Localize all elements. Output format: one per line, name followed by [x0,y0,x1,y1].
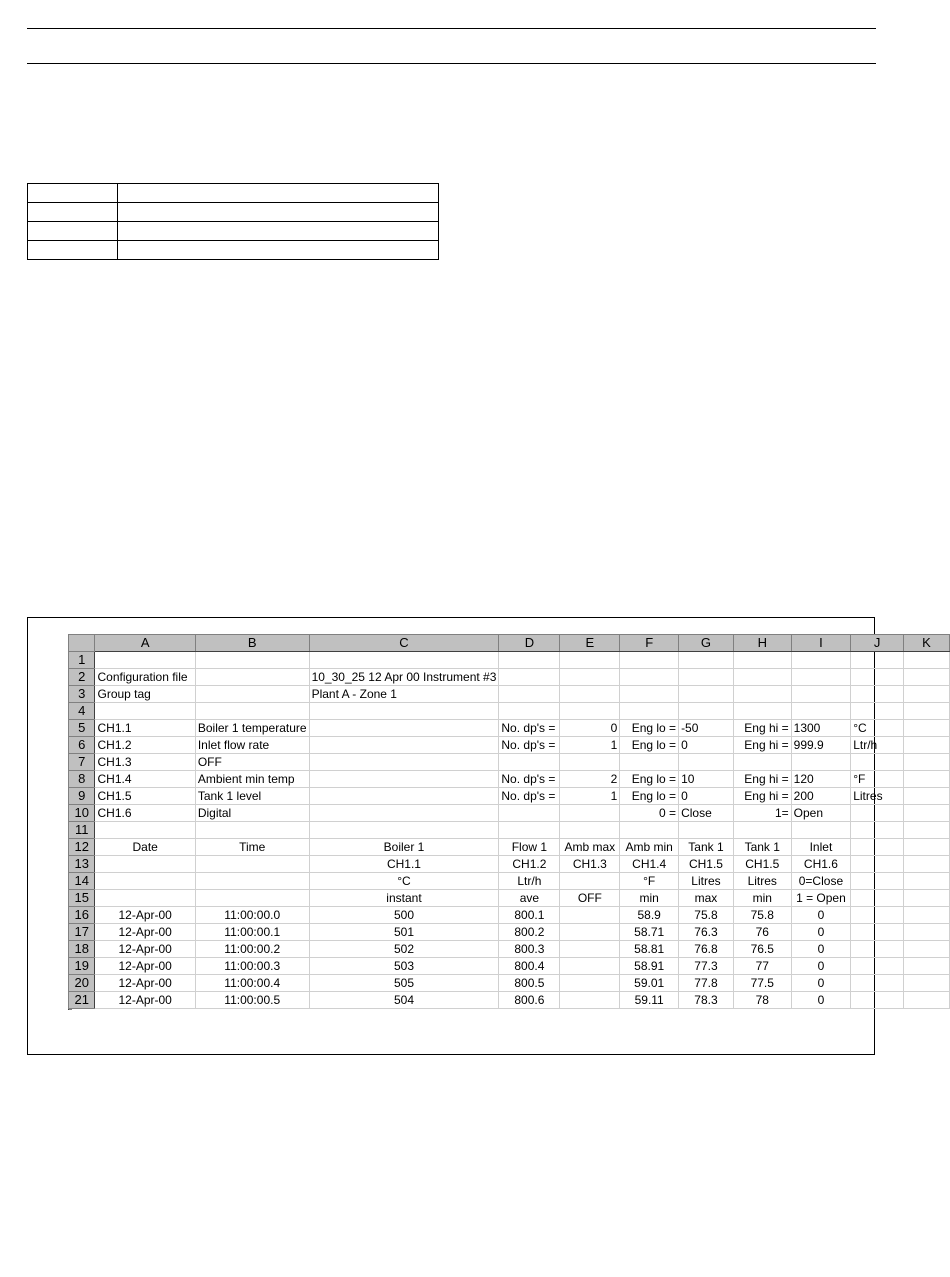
page-header-rule [27,28,876,29]
table-row [69,771,950,788]
cell-a6[interactable]: CH1.2 [95,737,195,754]
table-row [69,924,950,941]
cell-b15[interactable] [195,890,309,907]
cell-b7[interactable]: OFF [195,754,309,771]
cell-a9[interactable]: CH1.5 [95,788,195,805]
column-header-j[interactable]: J [851,635,904,652]
cell-k2[interactable] [904,669,950,686]
cell-c20[interactable]: 505 [309,975,499,992]
cell-d11[interactable] [499,822,560,839]
column-header-d[interactable]: D [499,635,560,652]
cell-j12[interactable] [851,839,904,856]
cell-a12[interactable]: Date [95,839,195,856]
table-row [28,203,439,222]
cell-d15[interactable]: ave [499,890,560,907]
cell-f16[interactable]: 58.9 [620,907,679,924]
cell-k15[interactable] [904,890,950,907]
cell-k12[interactable] [904,839,950,856]
blank-info-table [27,183,439,260]
cell-f15[interactable]: min [620,890,679,907]
cell-h12[interactable]: Tank 1 [733,839,791,856]
cell-d3[interactable] [499,686,560,703]
cell-e14[interactable] [560,873,620,890]
cell-j16[interactable] [851,907,904,924]
table-row [69,805,950,822]
cell-c2[interactable]: 10_30_25 12 Apr 00 Instrument #3 [309,669,499,686]
cell-a17[interactable]: 12-Apr-00 [95,924,195,941]
row-header-13[interactable]: 13 [69,856,95,873]
cell-d21[interactable]: 800.6 [499,992,560,1009]
table-row [69,754,950,771]
cell-f10[interactable]: 0 = [620,805,679,822]
cell-a4[interactable] [95,703,195,720]
cell-h5[interactable]: Eng hi = [733,720,791,737]
column-header-row [69,635,950,652]
cell-i17[interactable]: 0 [791,924,851,941]
cell-h3[interactable] [733,686,791,703]
cell-g21[interactable]: 78.3 [679,992,734,1009]
cell-f2[interactable] [620,669,679,686]
cell-h21[interactable]: 78 [733,992,791,1009]
cell-i19[interactable]: 0 [791,958,851,975]
table-row [69,737,950,754]
table-row [69,669,950,686]
cell-k13[interactable] [904,856,950,873]
cell-i11[interactable] [791,822,851,839]
cell-c15[interactable]: instant [309,890,499,907]
cell-h9[interactable]: Eng hi = [733,788,791,805]
cell-c13[interactable]: CH1.1 [309,856,499,873]
cell-d19[interactable]: 800.4 [499,958,560,975]
cell-j10[interactable] [851,805,904,822]
cell-k11[interactable] [904,822,950,839]
table-row [69,958,950,975]
cell-g9[interactable]: 0 [679,788,734,805]
cell-i2[interactable] [791,669,851,686]
cell-c9[interactable] [309,788,499,805]
table-row [69,975,950,992]
cell-g7[interactable] [679,754,734,771]
cell-d1[interactable] [499,652,560,669]
table-row [28,241,439,260]
cell-e11[interactable] [560,822,620,839]
cell-g10[interactable]: Close [679,805,734,822]
cell-g20[interactable]: 77.8 [679,975,734,992]
cell-e12[interactable]: Amb max [560,839,620,856]
cell-i1[interactable] [791,652,851,669]
cell-i12[interactable]: Inlet [791,839,851,856]
cell-g15[interactable]: max [679,890,734,907]
cell-e8[interactable]: 2 [560,771,620,788]
cell-a15[interactable] [95,890,195,907]
cell-a2[interactable]: Configuration file [95,669,195,686]
column-header-e[interactable]: E [560,635,620,652]
row-header-15[interactable]: 15 [69,890,95,907]
cell-h15[interactable]: min [733,890,791,907]
cell-a5[interactable]: CH1.1 [95,720,195,737]
table-row [69,992,950,1009]
cell-e3[interactable] [560,686,620,703]
cell-j8[interactable]: °F [851,771,904,788]
cell-a3[interactable]: Group tag [95,686,195,703]
cell-i4[interactable] [791,703,851,720]
table-row [69,856,950,873]
table-row [69,720,950,737]
column-header-i[interactable]: I [791,635,851,652]
cell-e7[interactable] [560,754,620,771]
page-header-rule-lower [27,63,876,64]
cell-k17[interactable] [904,924,950,941]
row-header-12[interactable]: 12 [69,839,95,856]
cell-j6[interactable]: Ltr/h [851,737,904,754]
row-header-1[interactable]: 1 [69,652,95,669]
cell-c4[interactable] [309,703,499,720]
cell-h4[interactable] [733,703,791,720]
cell-e17[interactable] [560,924,620,941]
cell-g1[interactable] [679,652,734,669]
cell-b10[interactable]: Digital [195,805,309,822]
table-row [69,890,950,907]
cell-f13[interactable]: CH1.4 [620,856,679,873]
cell-e18[interactable] [560,941,620,958]
cell-g13[interactable]: CH1.5 [679,856,734,873]
cell-b11[interactable] [195,822,309,839]
cell-b18[interactable]: 11:00:00.2 [195,941,309,958]
cell-j9[interactable]: Litres [851,788,904,805]
cell-f18[interactable]: 58.81 [620,941,679,958]
cell-j11[interactable] [851,822,904,839]
cell-f14[interactable]: °F [620,873,679,890]
cell-b1[interactable] [195,652,309,669]
cell-k21[interactable] [904,992,950,1009]
cell-h6[interactable]: Eng hi = [733,737,791,754]
cell-a20[interactable]: 12-Apr-00 [95,975,195,992]
cell-k19[interactable] [904,958,950,975]
cell-k18[interactable] [904,941,950,958]
cell-g18[interactable]: 76.8 [679,941,734,958]
row-header-16[interactable]: 16 [69,907,95,924]
cell-j2[interactable] [851,669,904,686]
cell-k6[interactable] [904,737,950,754]
column-header-f[interactable]: F [620,635,679,652]
cell-i7[interactable] [791,754,851,771]
cell-h8[interactable]: Eng hi = [733,771,791,788]
cell-c21[interactable]: 504 [309,992,499,1009]
row-header-6[interactable]: 6 [69,737,95,754]
cell-c11[interactable] [309,822,499,839]
cell-h19[interactable]: 77 [733,958,791,975]
cell-h18[interactable]: 76.5 [733,941,791,958]
cell-b6[interactable]: Inlet flow rate [195,737,309,754]
cell-d6[interactable]: No. dp's = [499,737,560,754]
cell-a13[interactable] [95,856,195,873]
cell-c3[interactable]: Plant A - Zone 1 [309,686,499,703]
cell-i10[interactable]: Open [791,805,851,822]
cell-k5[interactable] [904,720,950,737]
row-header-18[interactable]: 18 [69,941,95,958]
cell-i13[interactable]: CH1.6 [791,856,851,873]
cell-a21[interactable]: 12-Apr-00 [95,992,195,1009]
cell-e4[interactable] [560,703,620,720]
cell-c12[interactable]: Boiler 1 [309,839,499,856]
row-header-20[interactable]: 20 [69,975,95,992]
cell-c18[interactable]: 502 [309,941,499,958]
cell-e1[interactable] [560,652,620,669]
cell-f21[interactable]: 59.11 [620,992,679,1009]
cell-i6[interactable]: 999.9 [791,737,851,754]
cell-i8[interactable]: 120 [791,771,851,788]
cell-e5[interactable]: 0 [560,720,620,737]
cell-g6[interactable]: 0 [679,737,734,754]
cell-j13[interactable] [851,856,904,873]
cell-d17[interactable]: 800.2 [499,924,560,941]
row-header-2[interactable]: 2 [69,669,95,686]
column-header-g[interactable]: G [679,635,734,652]
cell-k9[interactable] [904,788,950,805]
cell-i18[interactable]: 0 [791,941,851,958]
row-header-5[interactable]: 5 [69,720,95,737]
cell-h10[interactable]: 1= [733,805,791,822]
cell-b14[interactable] [195,873,309,890]
cell-f12[interactable]: Amb min [620,839,679,856]
cell-k7[interactable] [904,754,950,771]
cell-a18[interactable]: 12-Apr-00 [95,941,195,958]
spreadsheet [68,634,950,1009]
table-row [69,686,950,703]
cell-d18[interactable]: 800.3 [499,941,560,958]
cell-h17[interactable]: 76 [733,924,791,941]
cell-j3[interactable] [851,686,904,703]
cell-f20[interactable]: 59.01 [620,975,679,992]
row-header-8[interactable]: 8 [69,771,95,788]
row-header-9[interactable]: 9 [69,788,95,805]
cell-b17[interactable]: 11:00:00.1 [195,924,309,941]
cell-e10[interactable] [560,805,620,822]
row-header-10[interactable]: 10 [69,805,95,822]
cell-f5[interactable]: Eng lo = [620,720,679,737]
cell-c6[interactable] [309,737,499,754]
cell-j20[interactable] [851,975,904,992]
cell-b3[interactable] [195,686,309,703]
cell-b21[interactable]: 11:00:00.5 [195,992,309,1009]
cell-e9[interactable]: 1 [560,788,620,805]
cell-a7[interactable]: CH1.3 [95,754,195,771]
column-header-k[interactable]: K [904,635,950,652]
column-header-b[interactable]: B [195,635,309,652]
cell-f7[interactable] [620,754,679,771]
cell-h20[interactable]: 77.5 [733,975,791,992]
cell-b2[interactable] [195,669,309,686]
cell-i21[interactable]: 0 [791,992,851,1009]
row-header-11[interactable]: 11 [69,822,95,839]
cell-k14[interactable] [904,873,950,890]
cell-g2[interactable] [679,669,734,686]
cell-b4[interactable] [195,703,309,720]
cell-i9[interactable]: 200 [791,788,851,805]
cell-f6[interactable]: Eng lo = [620,737,679,754]
cell-b9[interactable]: Tank 1 level [195,788,309,805]
cell-c5[interactable] [309,720,499,737]
cell-e20[interactable] [560,975,620,992]
cell-c10[interactable] [309,805,499,822]
cell-c7[interactable] [309,754,499,771]
cell-f4[interactable] [620,703,679,720]
cell-j17[interactable] [851,924,904,941]
cell-b8[interactable]: Ambient min temp [195,771,309,788]
cell-j5[interactable]: °C [851,720,904,737]
spreadsheet-grid [68,634,950,1009]
cell-k16[interactable] [904,907,950,924]
cell-d10[interactable] [499,805,560,822]
cell-j4[interactable] [851,703,904,720]
cell-a16[interactable]: 12-Apr-00 [95,907,195,924]
cell-j21[interactable] [851,992,904,1009]
cell-k8[interactable] [904,771,950,788]
cell-a10[interactable]: CH1.6 [95,805,195,822]
cell-d4[interactable] [499,703,560,720]
cell-k3[interactable] [904,686,950,703]
table-row [28,222,439,241]
cell-b19[interactable]: 11:00:00.3 [195,958,309,975]
cell-a19[interactable]: 12-Apr-00 [95,958,195,975]
cell-g19[interactable]: 77.3 [679,958,734,975]
cell-e16[interactable] [560,907,620,924]
cell-h13[interactable]: CH1.5 [733,856,791,873]
cell-h1[interactable] [733,652,791,669]
cell-a14[interactable] [95,873,195,890]
cell-c14[interactable]: °C [309,873,499,890]
cell-k10[interactable] [904,805,950,822]
cell-e19[interactable] [560,958,620,975]
cell-f11[interactable] [620,822,679,839]
cell-c17[interactable]: 501 [309,924,499,941]
row-header-21[interactable]: 21 [69,992,95,1009]
cell-b12[interactable]: Time [195,839,309,856]
column-header-h[interactable]: H [733,635,791,652]
cell-j15[interactable] [851,890,904,907]
cell-b20[interactable]: 11:00:00.4 [195,975,309,992]
cell-j18[interactable] [851,941,904,958]
cell-d20[interactable]: 800.5 [499,975,560,992]
table-row [69,822,950,839]
select-all-corner[interactable] [69,635,95,652]
cell-b16[interactable]: 11:00:00.0 [195,907,309,924]
cell-j1[interactable] [851,652,904,669]
cell-k1[interactable] [904,652,950,669]
cell-j7[interactable] [851,754,904,771]
cell-e6[interactable]: 1 [560,737,620,754]
table-row [69,788,950,805]
cell-i14[interactable]: 0=Close [791,873,851,890]
cell-i3[interactable] [791,686,851,703]
cell-f17[interactable]: 58.71 [620,924,679,941]
cell-g11[interactable] [679,822,734,839]
cell-f9[interactable]: Eng lo = [620,788,679,805]
cell-h14[interactable]: Litres [733,873,791,890]
cell-h11[interactable] [733,822,791,839]
cell-g3[interactable] [679,686,734,703]
row-header-3[interactable]: 3 [69,686,95,703]
table-row [69,839,950,856]
cell-d12[interactable]: Flow 1 [499,839,560,856]
cell-f8[interactable]: Eng lo = [620,771,679,788]
table-row [69,941,950,958]
cell-b5[interactable]: Boiler 1 temperature [195,720,309,737]
cell-e21[interactable] [560,992,620,1009]
cell-d9[interactable]: No. dp's = [499,788,560,805]
cell-i15[interactable]: 1 = Open [791,890,851,907]
cell-c8[interactable] [309,771,499,788]
cell-i20[interactable]: 0 [791,975,851,992]
cell-d7[interactable] [499,754,560,771]
cell-d2[interactable] [499,669,560,686]
cell-h16[interactable]: 75.8 [733,907,791,924]
cell-d13[interactable]: CH1.2 [499,856,560,873]
cell-g4[interactable] [679,703,734,720]
cell-k20[interactable] [904,975,950,992]
cell-g12[interactable]: Tank 1 [679,839,734,856]
cell-g16[interactable]: 75.8 [679,907,734,924]
row-header-19[interactable]: 19 [69,958,95,975]
cell-f1[interactable] [620,652,679,669]
table-row [69,652,950,669]
column-header-c[interactable]: C [309,635,499,652]
cell-i16[interactable]: 0 [791,907,851,924]
cell-f3[interactable] [620,686,679,703]
cell-d5[interactable]: No. dp's = [499,720,560,737]
cell-g5[interactable]: -50 [679,720,734,737]
row-header-17[interactable]: 17 [69,924,95,941]
cell-c19[interactable]: 503 [309,958,499,975]
row-header-7[interactable]: 7 [69,754,95,771]
cell-e15[interactable]: OFF [560,890,620,907]
cell-d14[interactable]: Ltr/h [499,873,560,890]
table-row [69,873,950,890]
cell-b13[interactable] [195,856,309,873]
cell-e13[interactable]: CH1.3 [560,856,620,873]
cell-g14[interactable]: Litres [679,873,734,890]
table-row [69,703,950,720]
row-header-14[interactable]: 14 [69,873,95,890]
cell-e2[interactable] [560,669,620,686]
cell-a8[interactable]: CH1.4 [95,771,195,788]
cell-h7[interactable] [733,754,791,771]
cell-d16[interactable]: 800.1 [499,907,560,924]
cell-d8[interactable]: No. dp's = [499,771,560,788]
cell-g8[interactable]: 10 [679,771,734,788]
cell-j14[interactable] [851,873,904,890]
cell-g17[interactable]: 76.3 [679,924,734,941]
cell-h2[interactable] [733,669,791,686]
cell-c16[interactable]: 500 [309,907,499,924]
table-row [28,184,439,203]
table-row [69,907,950,924]
cell-c1[interactable] [309,652,499,669]
cell-a1[interactable] [95,652,195,669]
row-header-4[interactable]: 4 [69,703,95,720]
cell-f19[interactable]: 58.91 [620,958,679,975]
cell-a11[interactable] [95,822,195,839]
cell-j19[interactable] [851,958,904,975]
cell-i5[interactable]: 1300 [791,720,851,737]
column-header-a[interactable]: A [95,635,195,652]
cell-k4[interactable] [904,703,950,720]
